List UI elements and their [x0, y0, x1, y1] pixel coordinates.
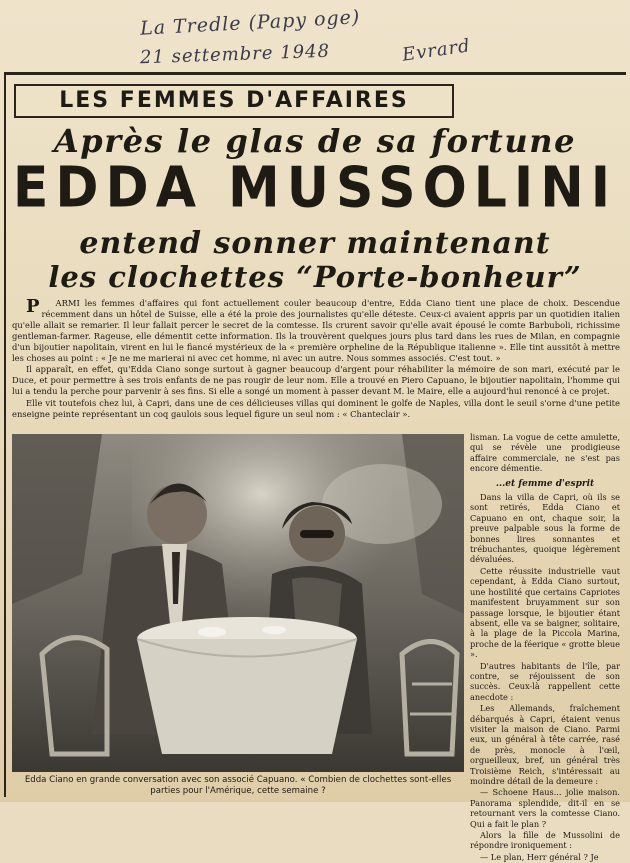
side-column: [470, 432, 620, 863]
handwritten-date-note: 21 settembre 1948: [139, 40, 331, 69]
photo-caption: Edda Ciano en grande conversation avec son associé Capuano. « Combien de clochettes sont-elles parties pour l'Amérique, cette semaine ?: [24, 775, 452, 796]
column-paragraph: Les Allemands, fraîchement débarqués à Capri, étaient venus visiter la maison de Ciano. Parmi eux, un général à tête carrée, rasé de près, monocle à l'œil, orgueilleux, bref, un général très Troisième Reich, s'intéressait au moindre détail de la demeure :: [470, 703, 620, 786]
column-paragraph: — Schoene Haus... jolie maison. Panorama splendide, dit-il en se retournant vers la comtesse Ciano. Qui a fait le plan ?: [470, 787, 620, 829]
drop-cap: P: [26, 296, 40, 317]
headline-line-4: les clochettes “Porte-bonheur”: [48, 260, 582, 294]
column-subhead: ...et femme d'esprit: [495, 478, 595, 489]
column-paragraph: Dans la villa de Capri, où ils se sont retirés, Edda Ciano et Capuano en ont, chaque soir, la preuve palpable sous la forme de bonnes lires sonnantes et trébuchantes, quoique légèrement dévaluées.: [470, 492, 620, 565]
headline-main: EDDA MUSSOLINI: [12, 155, 618, 221]
handwritten-source-note: La Tredle (Papy oge): [139, 6, 361, 40]
column-paragraph: — Le plan, Herr général ? Je: [480, 851, 599, 862]
photo-illustration: [12, 434, 464, 772]
intro-paragraph-1: P ARMI les femmes d'affaires qui font actuellement couler beaucoup d'entre, Edda Ciano tient une place de choix. Descendue récemment dans un hôtel de Suisse, elle a été la proie des journalistes qu'elle déteste. Ceux-ci avaient appris par un quotidien italien qu'elle allait se remarier. Il leur fallait percer le secret de la comtesse. Ils crurent savoir qu'elle avait épousé le comte Barbuboli, richissime gentleman-farmer. Rageuse, elle démentit cette information. Ils la trouvèrent quelques jours plus tard dans les rues de Milan, en compagnie d'un bijoutier napolitain, virent en lui le fiancé mystérieux de la « première orpheline de la République italienne ». Elle tint aussitôt à mettre les choses au point : « Je ne me marierai ni avec cet homme, ni avec un autre. Nous sommes associés. C'est tout. »: [12, 296, 620, 363]
article-intro: [12, 298, 620, 421]
column-paragraph: Cette réussite industrielle vaut cependant, à Edda Ciano surtout, une hostilité que certains Capriotes manifestent bruyamment sur son passage lorsque, le bijoutier étant absent, elle va se baigner, solitaire, à la plage de la Piccola Marina, proche de la féerique « grotte bleue ».: [470, 565, 620, 660]
handwritten-author-note: Evrard: [400, 35, 472, 66]
column-paragraph: lisman. La vogue de cette amulette, qui se révèle une prodigieuse affaire commerciale, ne s'est pas encore démentie.: [470, 432, 620, 474]
article-photo: [12, 434, 464, 772]
headline-line-1: Après le glas de sa fortune: [53, 122, 577, 160]
column-paragraph: D'autres habitants de l'île, par contre, se réjouissent de son succès. Ceux-là rappellent cette anecdote :: [470, 660, 620, 702]
intro-paragraph-2: Il apparaît, en effet, qu'Edda Ciano songe surtout à gagner beaucoup d'argent pour réhabiliter la mémoire de son mari, exécuté par le Duce, et pour permettre à ses trois enfants de ne pas rougir de leur nom. Elle a trouvé en Piero Capuano, le bijoutier napolitain, l'homme qui lui a tendu la perche pour parvenir à ses fins. Si elle a songé un moment à passer devant M. le Maire, elle a aujourd'hui renoncé à ce projet.: [12, 364, 620, 397]
section-kicker: LES FEMMES D'AFFAIRES: [14, 84, 454, 118]
headline-line-3: entend sonner maintenant: [79, 226, 551, 261]
intro-paragraph-3: Elle vit toutefois chez lui, à Capri, dans une de ces délicieuses villas qui dominent le golfe de Naples, villa dont le seuil s'orne d'une petite enseigne peinte représentant un coq gaulois sous lequel figure un seul nom : « Chanteclair ».: [12, 398, 620, 420]
column-paragraph: Alors la fille de Mussolini de répondre ironiquement :: [470, 830, 620, 851]
